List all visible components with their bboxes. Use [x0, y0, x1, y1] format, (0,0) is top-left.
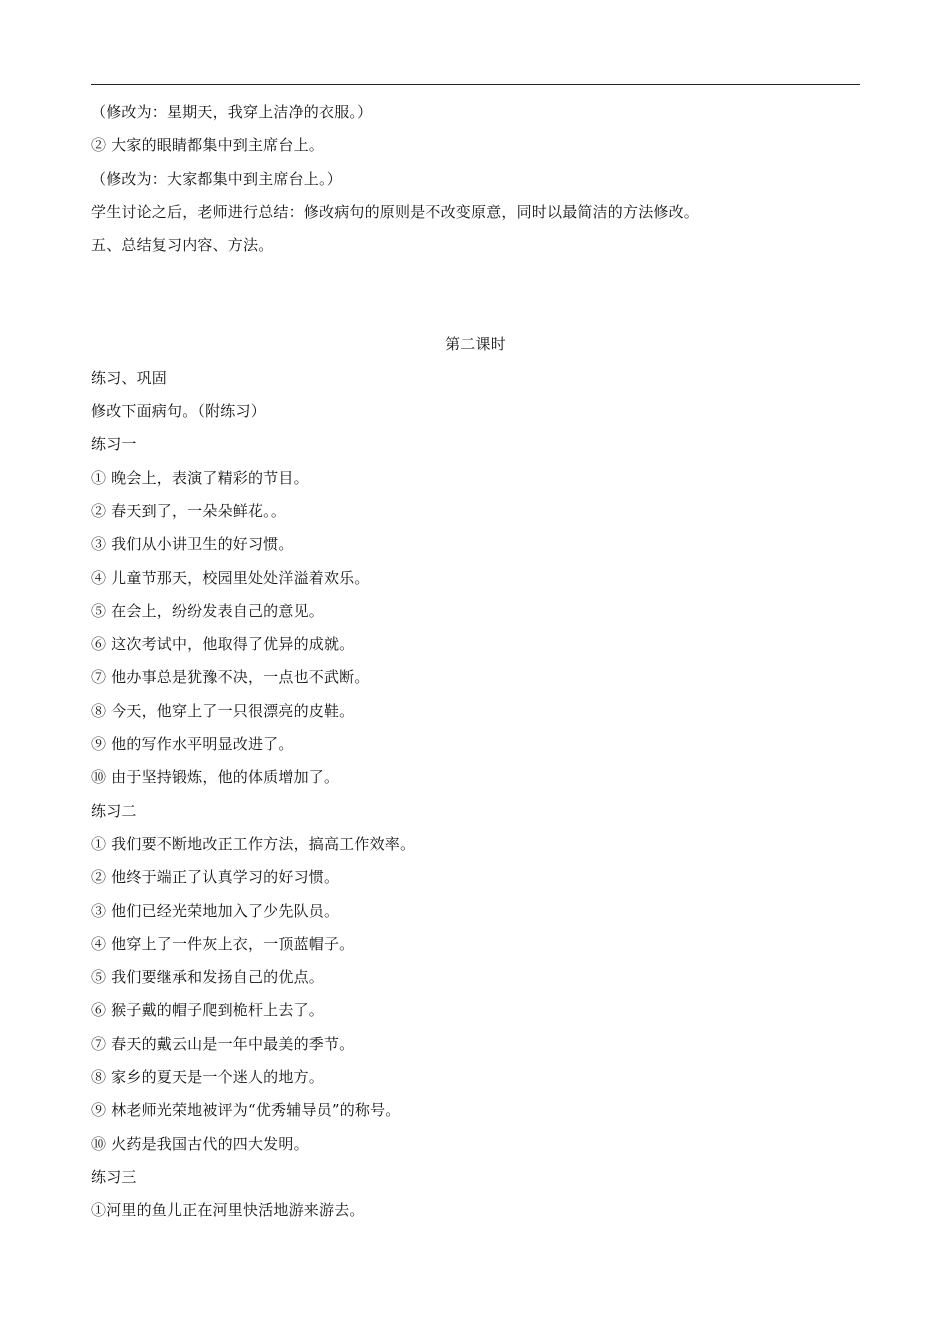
paragraph-line: 学生讨论之后，老师进行总结：修改病句的原则是不改变原意，同时以最简洁的方法修改。: [91, 202, 700, 221]
exercise-item: ③ 他们已经光荣地加入了少先队员。: [91, 901, 340, 920]
exercise-item: ① 我们要不断地改正工作方法，搞高工作效率。: [91, 834, 416, 853]
exercise-item: ⑦ 春天的戴云山是一年中最美的季节。: [91, 1034, 355, 1053]
exercise-one: [91, 428, 860, 794]
exercise-item: ⑦ 他办事总是犹豫不决，一点也不武断。: [91, 668, 370, 687]
exercise-item: ⑥ 这次考试中，他取得了优异的成就。: [91, 635, 355, 654]
exercise-item: ⑩ 火药是我国古代的四大发明。: [91, 1134, 309, 1153]
exercise-item: ④ 他穿上了一件灰上衣，一顶蓝帽子。: [91, 934, 355, 953]
exercise-item: ⑤ 我们要继承和发扬自己的优点。: [91, 968, 324, 987]
section-title: 第二课时: [445, 335, 506, 354]
section-spacer: [91, 262, 860, 328]
exercise-item: ①河里的鱼儿正在河里快活地游来游去。: [91, 1201, 365, 1220]
document-body: [91, 96, 860, 1228]
paragraph-line: ② 大家的眼睛都集中到主席台上。: [91, 136, 324, 155]
paragraph-line: （修改为：大家都集中到主席台上。）: [91, 169, 342, 188]
exercise-item: ⑩ 由于坚持锻炼，他的体质增加了。: [91, 768, 340, 787]
exercise-label: 练习三: [91, 1167, 137, 1186]
exercise-two: [91, 795, 860, 1161]
exercise-item: ③ 我们从小讲卫生的好习惯。: [91, 535, 294, 554]
exercise-item: ⑧ 今天，他穿上了一只很漂亮的皮鞋。: [91, 701, 355, 720]
exercise-item: ④ 儿童节那天，校园里处处洋溢着欢乐。: [91, 568, 370, 587]
section-one: [91, 96, 860, 262]
paragraph-line: （修改为：星期天，我穿上洁净的衣服。）: [91, 103, 373, 121]
exercise-item: ⑧ 家乡的夏天是一个迷人的地方。: [91, 1068, 324, 1087]
paragraph-line: 五、总结复习内容、方法。: [91, 236, 274, 255]
exercise-label: 练习二: [91, 801, 137, 820]
exercise-item: ⑤ 在会上，纷纷发表自己的意见。: [91, 601, 324, 620]
exercise-three: [91, 1161, 860, 1228]
exercise-item: ② 他终于端正了认真学习的好习惯。: [91, 868, 340, 887]
exercise-item: ⑨ 林老师光荣地被评为“优秀辅导员”的称号。: [91, 1101, 401, 1120]
exercise-item: ⑥ 猴子戴的帽子爬到桅杆上去了。: [91, 1001, 324, 1020]
exercise-item: ⑨ 他的写作水平明显改进了。: [91, 735, 294, 754]
section-heading: 练习、巩固: [91, 368, 168, 387]
exercise-label: 练习一: [91, 435, 137, 454]
exercise-item: ② 春天到了，一朵朵鲜花。。: [91, 501, 287, 520]
exercise-item: ① 晚会上，表演了精彩的节目。: [91, 468, 309, 487]
header-rule: [91, 84, 860, 85]
section-two: [91, 328, 860, 1227]
instruction-text: 修改下面病句。（附练习）: [91, 402, 266, 421]
